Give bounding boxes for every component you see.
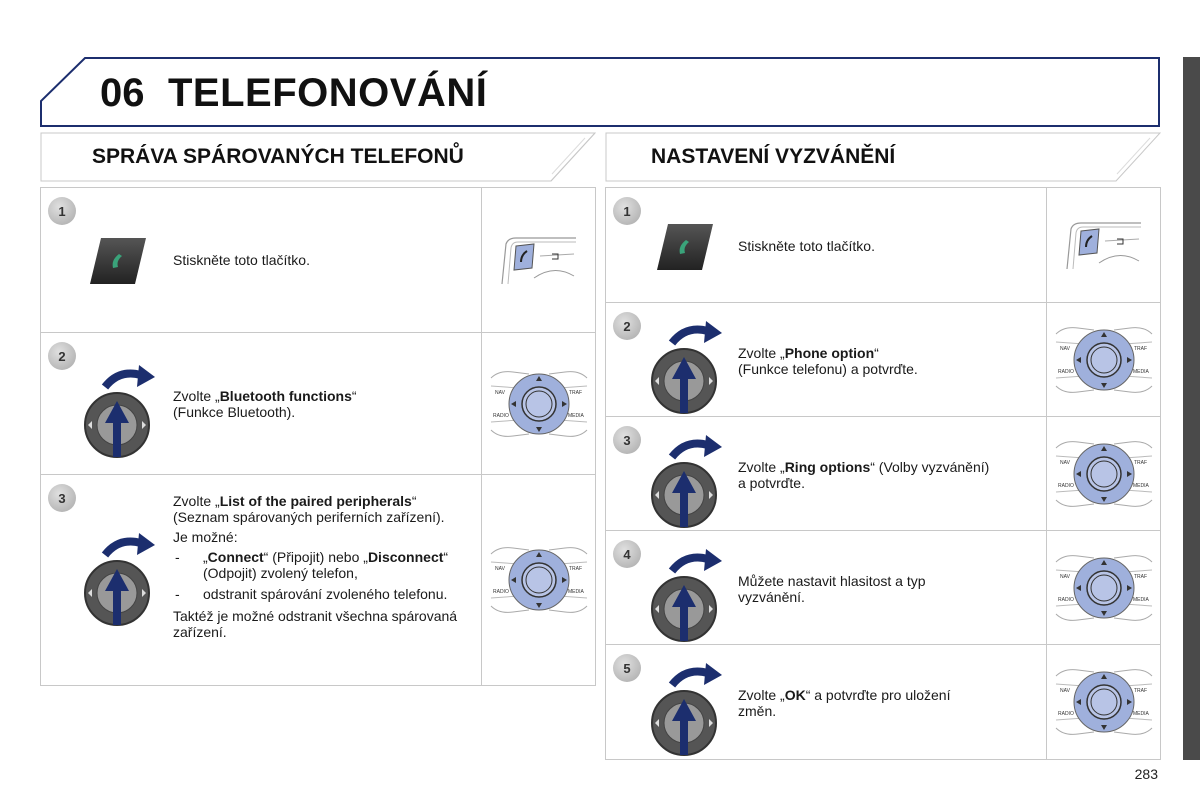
- text-part: “: [351, 388, 357, 404]
- left-step-3: [41, 475, 595, 685]
- traf-label: TRAF: [568, 566, 582, 572]
- right-section-header: [605, 132, 1161, 182]
- right-step-1-text: Stiskněte toto tlačítko.: [738, 238, 875, 254]
- control-panel-icon: [1054, 660, 1154, 744]
- text-part: Zvolte „: [738, 345, 785, 361]
- nav-label: NAV: [1059, 345, 1070, 352]
- step-badge: 5: [613, 654, 641, 682]
- option-label: Disconnect: [367, 549, 444, 565]
- option-label: List of the paired peripherals: [219, 493, 412, 509]
- option-label: Ring options: [784, 459, 871, 475]
- right-step-2-text: [738, 345, 918, 377]
- nav-label: NAV: [1059, 573, 1070, 580]
- rotary-knob-icon: [650, 539, 724, 643]
- nav-label: NAV: [494, 566, 505, 572]
- right-steps-table: [605, 187, 1161, 760]
- right-step-2: [606, 303, 1160, 417]
- page-number: 283: [1134, 766, 1158, 782]
- control-panel-icon: [1054, 432, 1154, 516]
- radio-label: RADIO: [492, 412, 509, 419]
- control-panel-thumbnail: [1046, 417, 1160, 530]
- media-label: MEDIA: [567, 589, 584, 595]
- step-badge: 2: [48, 342, 76, 370]
- chapter-title: TELEFONOVÁNÍ: [168, 71, 488, 115]
- step-badge: 1: [48, 197, 76, 225]
- control-panel-icon: [1054, 546, 1154, 630]
- traf-label: TRAF: [568, 389, 582, 396]
- right-step-5-text: [738, 687, 950, 719]
- media-label: MEDIA: [1132, 596, 1149, 603]
- chapter-header: [40, 57, 1160, 127]
- possible-label: Je možné:: [173, 529, 238, 545]
- text-part: “: [874, 345, 879, 361]
- right-step-5: [606, 645, 1160, 759]
- rotary-knob-icon: [650, 311, 724, 415]
- control-panel-icon: [1054, 318, 1154, 402]
- text-part: Zvolte „: [173, 388, 220, 404]
- control-panel-thumbnail: [1046, 303, 1160, 416]
- phone-console-thumbnail: [1046, 188, 1160, 302]
- left-section-header: [40, 132, 596, 182]
- text-part: “ a potvrďte pro uložení: [805, 687, 951, 703]
- option-label: Bluetooth functions: [219, 388, 352, 404]
- radio-label: RADIO: [1057, 482, 1074, 489]
- left-step-1-text: Stiskněte toto tlačítko.: [173, 252, 310, 268]
- list-item: - odstranit spárování zvoleného telefonu.: [173, 586, 473, 602]
- rotary-knob-icon: [83, 355, 157, 459]
- nav-label: NAV: [1059, 688, 1070, 694]
- step-badge: 3: [48, 484, 76, 512]
- list-item: [173, 549, 473, 581]
- nav-label: NAV: [494, 389, 505, 396]
- text-part: “: [443, 549, 449, 565]
- left-section-title: SPRÁVA SPÁROVANÝCH TELEFONŮ: [92, 145, 464, 168]
- text-part: změn.: [738, 703, 777, 719]
- text-part: a potvrďte.: [738, 475, 805, 491]
- left-step-2-text: [173, 388, 357, 420]
- control-panel-thumbnail: [1046, 645, 1160, 759]
- left-step-1: [41, 188, 595, 333]
- rotary-knob-icon: [650, 653, 724, 757]
- rotary-knob-icon: [83, 523, 157, 627]
- text-part: “ (Volby vyzvánění): [870, 459, 990, 475]
- control-panel-thumbnail: [481, 333, 595, 474]
- right-step-3: [606, 417, 1160, 531]
- left-step-2: [41, 333, 595, 475]
- traf-label: TRAF: [1133, 345, 1147, 352]
- traf-label: TRAF: [1133, 573, 1147, 580]
- text-part: „: [203, 549, 208, 565]
- media-label: MEDIA: [1132, 368, 1149, 375]
- step-badge: 2: [613, 312, 641, 340]
- media-label: MEDIA: [1132, 711, 1149, 717]
- left-step-3-text: [173, 493, 473, 644]
- control-panel-icon: [489, 362, 589, 446]
- rotary-knob-icon: [650, 425, 724, 529]
- control-panel-icon: [489, 538, 589, 622]
- step-badge: 4: [613, 540, 641, 568]
- chapter-number: 06: [100, 71, 145, 115]
- radio-label: RADIO: [1057, 596, 1074, 603]
- text-part: Zvolte „: [738, 459, 785, 475]
- traf-label: TRAF: [1133, 688, 1147, 694]
- side-tab: [1183, 57, 1200, 760]
- text-part: Zvolte „: [173, 493, 220, 509]
- nav-label: NAV: [1059, 459, 1070, 466]
- text-part: (Odpojit) zvolený telefon,: [203, 565, 358, 581]
- text-part: (Seznam spárovaných periferních zařízení).: [173, 509, 445, 525]
- text-part: (Funkce Bluetooth).: [173, 404, 296, 420]
- phone-button-icon: [89, 236, 147, 286]
- media-label: MEDIA: [567, 412, 584, 419]
- text-part: “ (Připojit) nebo „: [263, 549, 368, 565]
- right-step-4: [606, 531, 1160, 645]
- control-panel-thumbnail: [1046, 531, 1160, 644]
- radio-label: RADIO: [1057, 368, 1074, 375]
- text-part: Zvolte „: [738, 687, 785, 703]
- option-label: OK: [784, 687, 806, 703]
- option-label: Connect: [207, 549, 264, 565]
- phone-button-icon: [656, 222, 714, 272]
- traf-label: TRAF: [1133, 459, 1147, 466]
- media-label: MEDIA: [1132, 482, 1149, 489]
- radio-label: RADIO: [492, 589, 509, 595]
- right-step-3-text: [738, 459, 989, 491]
- step-badge: 3: [613, 426, 641, 454]
- step-badge: 1: [613, 197, 641, 225]
- text-part: “: [411, 493, 417, 509]
- right-step-1: [606, 188, 1160, 303]
- footer-note: Taktéž je možné odstranit všechna spárovaná zařízení.: [173, 608, 458, 640]
- phone-console-thumbnail: [481, 188, 595, 332]
- right-section-title: NASTAVENÍ VYZVÁNĚNÍ: [651, 145, 896, 168]
- control-panel-thumbnail: [481, 475, 595, 685]
- text-part: (Funkce telefonu) a potvrďte.: [738, 361, 918, 377]
- radio-label: RADIO: [1057, 711, 1074, 717]
- right-step-4-text: Můžete nastavit hlasitost a typ vyzvánění.: [738, 573, 926, 605]
- option-list: [173, 549, 473, 602]
- left-steps-table: [40, 187, 596, 686]
- option-label: Phone option: [784, 345, 875, 361]
